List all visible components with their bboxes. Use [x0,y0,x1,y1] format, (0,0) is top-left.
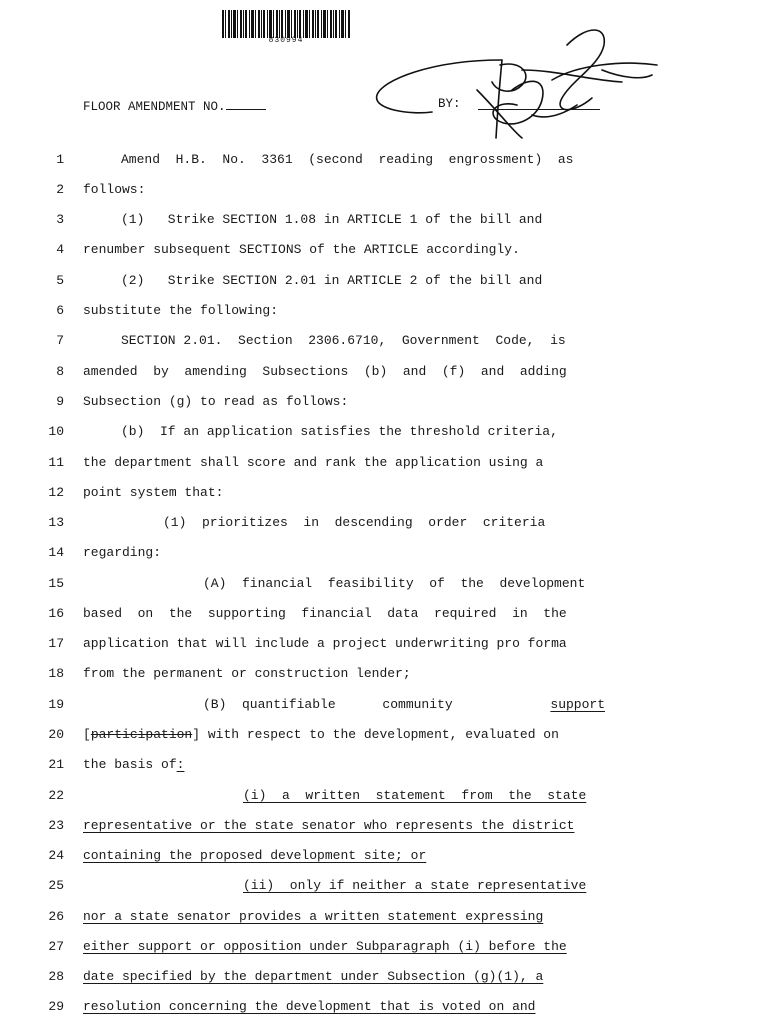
document-line [0,606,768,626]
line-number: 13 [48,515,64,530]
line-text [83,273,605,288]
line-text-segment: (B) quantifiable community [203,697,453,712]
document-line [0,666,768,686]
line-number: 26 [48,909,64,924]
line-text-segment: the department shall score and rank the application using a [83,455,544,470]
line-text [83,788,605,803]
line-text [83,303,605,318]
document-line [0,576,768,596]
line-text [83,485,605,500]
line-number: 15 [48,576,64,591]
document-line [0,394,768,414]
line-number: 16 [48,606,64,621]
added-text: support [550,697,605,712]
line-text-segment: amended by amending Subsections (b) and (f) and adding [83,364,567,379]
line-text [83,455,605,470]
line-text [83,212,605,227]
added-text: : [176,757,185,772]
line-text-segment: (b) If an application satisfies the threshold criteria, [121,424,558,439]
line-text-segment: renumber subsequent SECTIONS of the ARTICLE accordingly. [83,242,520,257]
line-text [83,364,605,379]
document-line [0,242,768,262]
added-text: either support or opposition under Subparagraph (i) before the [83,939,567,954]
document-line [0,182,768,202]
barcode [222,10,350,38]
added-text: date specified by the department under Subsection (g)(1), a [83,969,544,984]
line-text-segment: regarding: [83,545,162,560]
document-line [0,909,768,929]
line-text-segment: SECTION 2.01. Section 2306.6710, Government Code, is [121,333,566,348]
line-number: 20 [48,727,64,742]
amendment-label: FLOOR AMENDMENT NO. [83,100,226,114]
line-number: 6 [56,303,64,318]
line-number: 5 [56,273,64,288]
line-number: 28 [48,969,64,984]
line-text-segment: substitute the following: [83,303,279,318]
line-number: 1 [56,152,64,167]
line-text-segment: Amend H.B. No. 3361 (second reading engrossment) as [121,152,574,167]
document-line [0,545,768,565]
line-text [83,242,605,257]
line-number: 8 [56,364,64,379]
line-number: 29 [48,999,64,1014]
line-text-segment: follows: [83,182,146,197]
added-text: nor a state senator provides a written statement expressing [83,909,544,924]
document-line [0,455,768,475]
line-text [83,182,605,197]
line-text-segment: (2) Strike SECTION 2.01 in ARTICLE 2 of the bill and [121,273,543,288]
document-line [0,636,768,656]
by-label: BY: [438,97,461,111]
line-text [83,757,605,772]
line-number: 2 [56,182,64,197]
document-line [0,333,768,353]
document-line [0,788,768,808]
added-text: resolution concerning the development that is voted on and [83,999,536,1014]
line-text-segment: (A) financial feasibility of the development [203,576,586,591]
document-line [0,303,768,323]
document-line [0,212,768,232]
line-number: 10 [48,424,64,439]
line-text [83,394,605,409]
line-text-segment: ] with respect to the development, evaluated on [192,727,559,742]
line-number: 21 [48,757,64,772]
line-number: 4 [56,242,64,257]
line-number: 14 [48,545,64,560]
struck-text: participation [90,727,193,742]
line-text-segment: point system that: [83,485,224,500]
added-text: (ii) only if neither a state representative [243,878,587,893]
line-text [83,515,605,530]
line-text [83,848,605,863]
line-text [83,727,605,742]
line-text [83,969,605,984]
line-text [83,909,605,924]
line-text [83,576,605,591]
line-text [83,999,605,1014]
line-number: 3 [56,212,64,227]
added-text: containing the proposed development site; or [83,848,427,863]
line-text-segment: application that will include a project underwriting pro forma [83,636,567,651]
document-line [0,878,768,898]
line-text [83,424,605,439]
amendment-heading [83,97,266,114]
barcode-number: 830994 [268,36,304,45]
document-line [0,939,768,959]
line-text [83,606,605,621]
line-text [83,545,605,560]
line-number: 9 [56,394,64,409]
line-text [83,636,605,651]
line-text-segment: Subsection (g) to read as follows: [83,394,349,409]
document-line [0,727,768,747]
document-line [0,969,768,989]
line-text [83,939,605,954]
document-line [0,273,768,293]
line-text-segment: (1) prioritizes in descending order criteria [163,515,546,530]
line-number: 17 [48,636,64,651]
line-number: 12 [48,485,64,500]
line-number: 25 [48,878,64,893]
document-line [0,757,768,777]
added-text: representative or the state senator who represents the district [83,818,575,833]
line-text [83,333,605,348]
line-number: 24 [48,848,64,863]
document-line [0,485,768,505]
document-line [0,818,768,838]
amendment-number-blank [226,97,266,110]
line-number: 23 [48,818,64,833]
document-line [0,515,768,535]
line-text [83,152,605,167]
line-text-segment: (1) Strike SECTION 1.08 in ARTICLE 1 of the bill and [121,212,543,227]
document-line [0,424,768,444]
line-text-segment: based on the supporting financial data required in the [83,606,567,621]
line-number: 27 [48,939,64,954]
line-number: 22 [48,788,64,803]
line-text [83,818,605,833]
line-number: 19 [48,697,64,712]
line-number: 11 [48,455,64,470]
document-line [0,697,768,717]
document-line [0,364,768,384]
line-text [83,697,605,712]
line-text [83,666,605,681]
added-text: (i) a written statement from the state [243,788,587,803]
line-text [83,878,605,893]
document-line [0,999,768,1019]
line-number: 7 [56,333,64,348]
document-line [0,152,768,172]
handwritten-signature [372,20,662,145]
line-text-segment: from the permanent or construction lender; [83,666,411,681]
document-line [0,848,768,868]
bracket: [ [83,727,91,742]
line-number: 18 [48,666,64,681]
line-text-segment: the basis of [83,757,177,772]
